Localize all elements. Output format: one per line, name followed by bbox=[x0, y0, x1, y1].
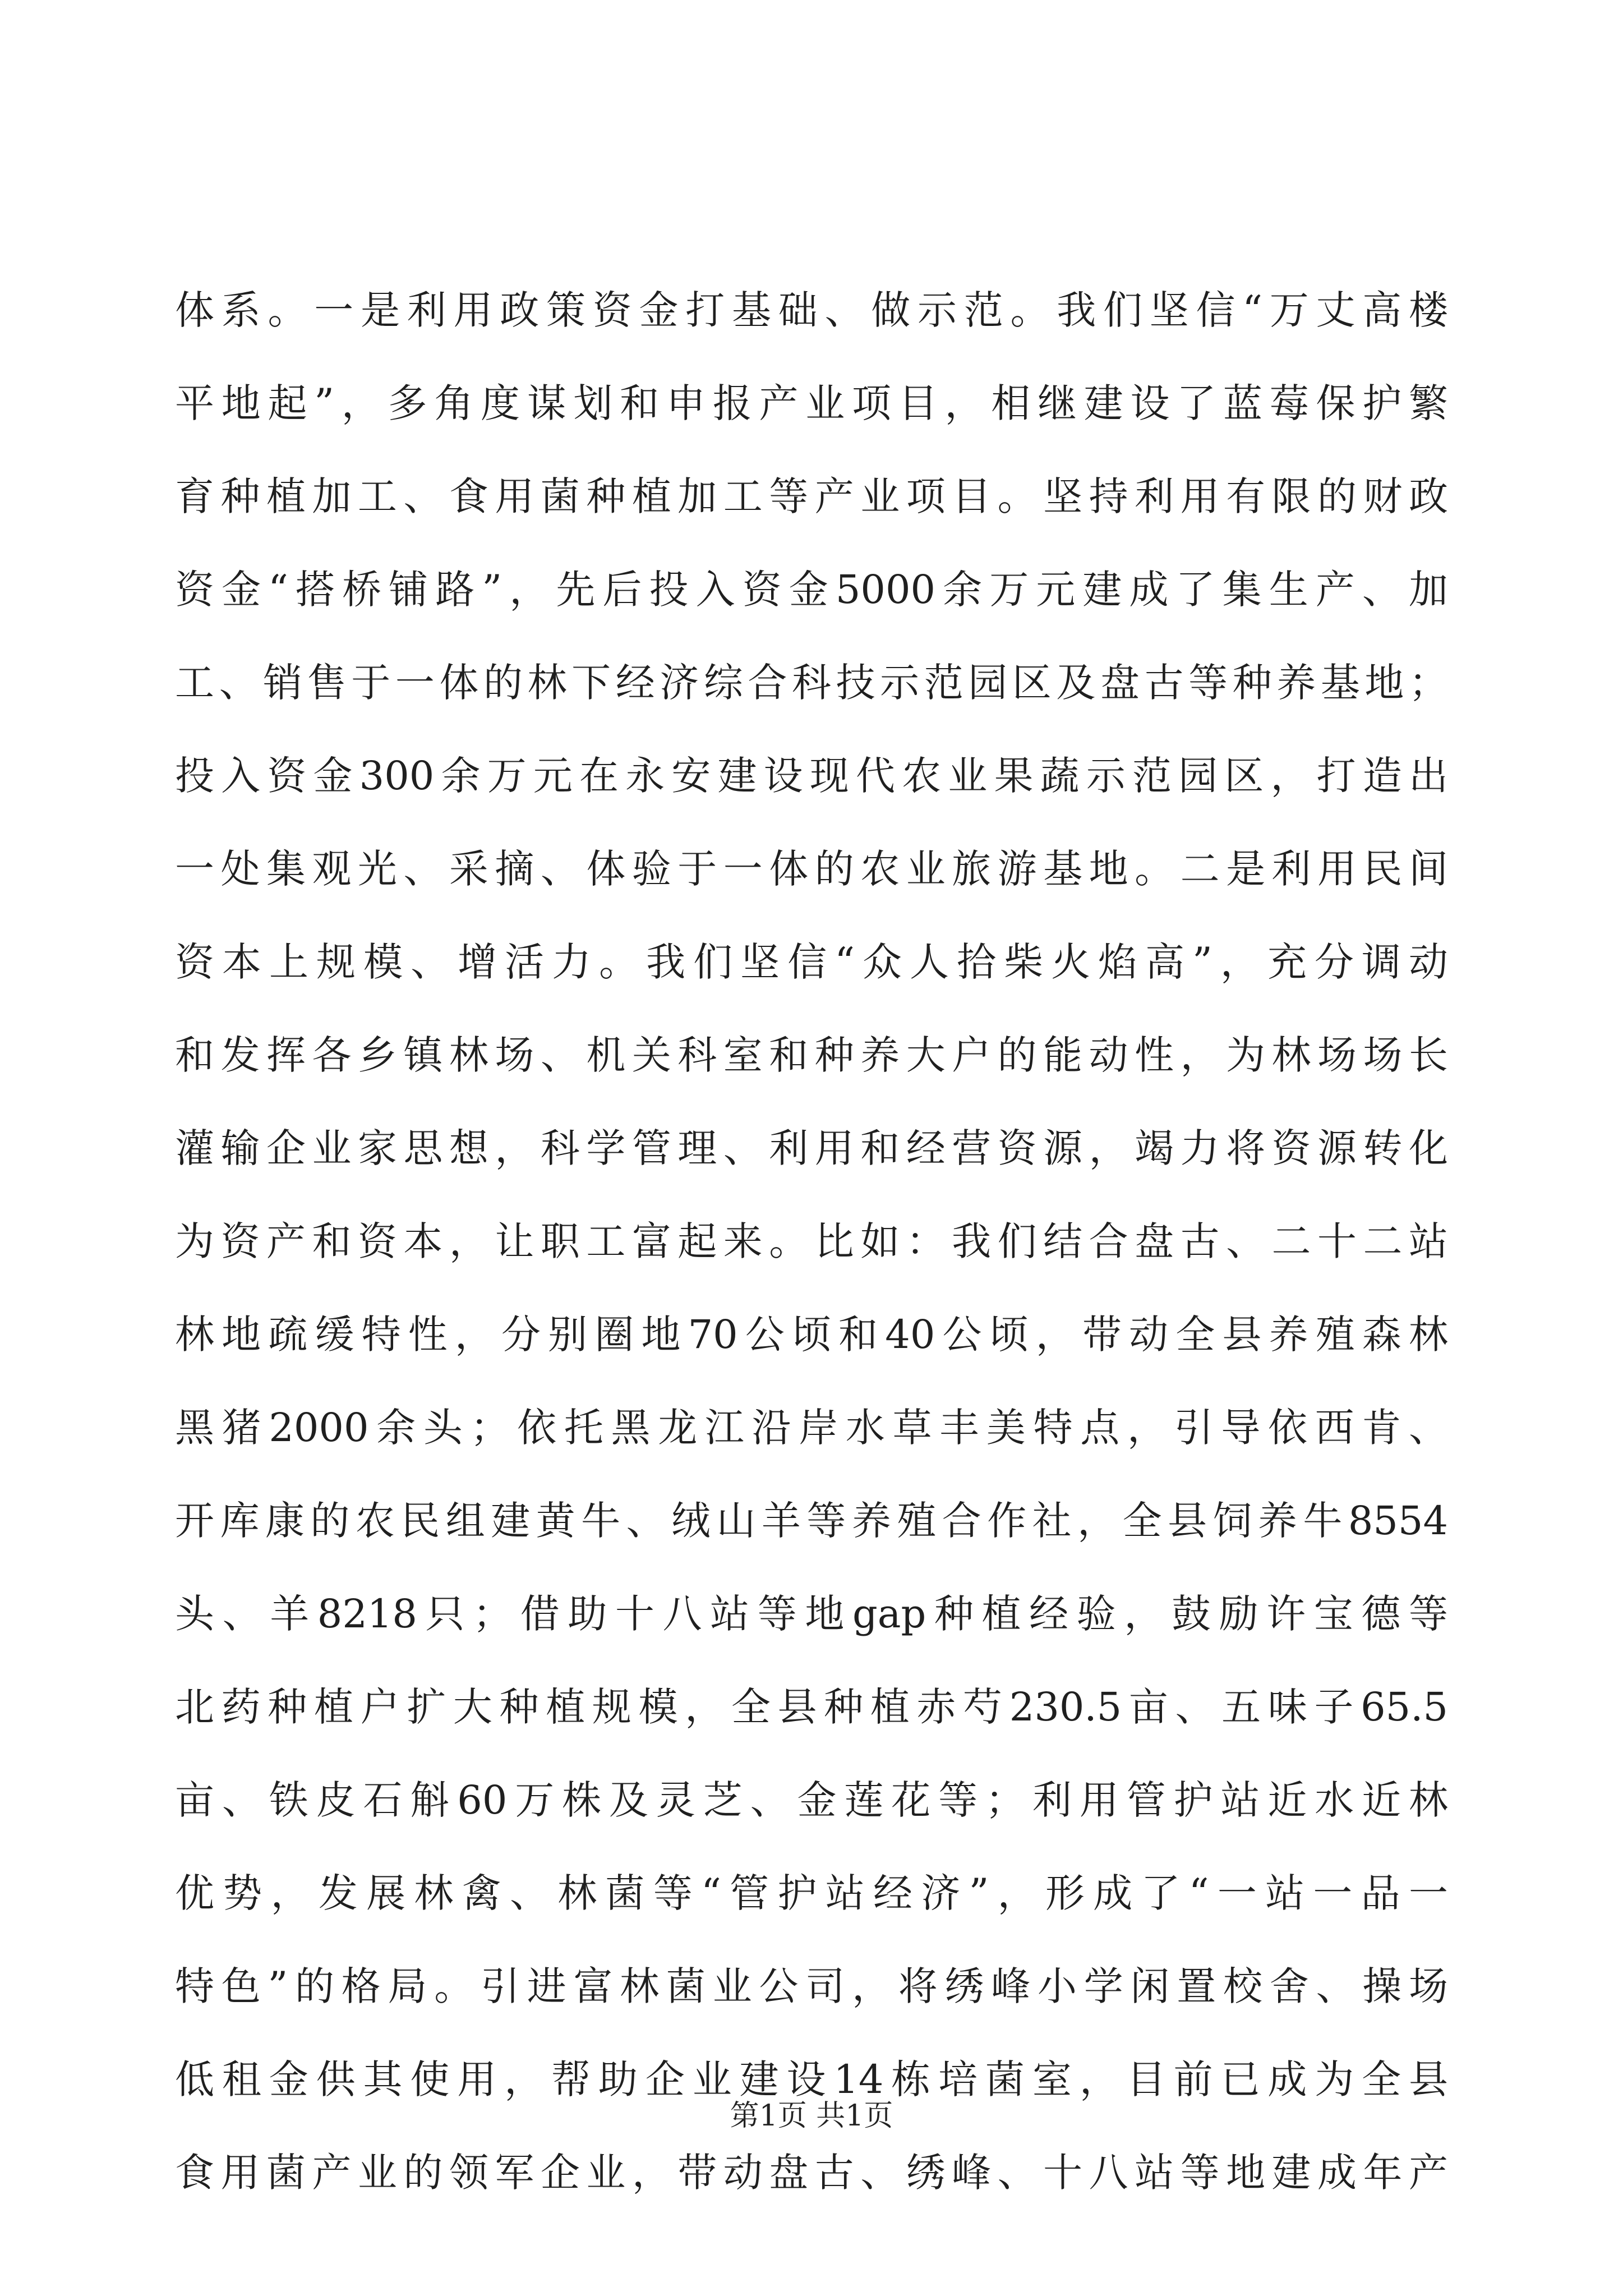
text-line: 投入资金300余万元在永安建设现代农业果蔬示范园区，打造出 bbox=[175, 753, 1448, 799]
text-line: 黑猪2000余头；依托黑龙江沿岸水草丰美特点，引导依西肯、 bbox=[175, 1405, 1448, 1451]
text-line: 为资产和资本，让职工富起来。比如：我们结合盘古、二十二站 bbox=[175, 1218, 1448, 1264]
page-number: 第1页 共1页 bbox=[730, 2099, 893, 2133]
text-line: 头、羊8218只；借助十八站等地gap种植经验，鼓励许宝德等 bbox=[175, 1591, 1448, 1637]
text-line: 育种植加工、食用菌种植加工等产业项目。坚持利用有限的财政 bbox=[175, 473, 1448, 519]
text-line: 工、销售于一体的林下经济综合科技示范园区及盘古等种养基地； bbox=[175, 660, 1448, 706]
text-line: 和发挥各乡镇林场、机关科室和种养大户的能动性，为林场场长 bbox=[175, 1032, 1448, 1078]
text-line: 一处集观光、采摘、体验于一体的农业旅游基地。二是利用民间 bbox=[175, 846, 1448, 892]
text-line: 北药种植户扩大种植规模，全县种植赤芍230.5亩、五味子65.5 bbox=[175, 1684, 1448, 1730]
text-line: 特色”的格局。引进富林菌业公司，将绣峰小学闲置校舍、操场 bbox=[175, 1963, 1448, 2009]
text-line: 平地起”，多角度谋划和申报产业项目，相继建设了蓝莓保护繁 bbox=[175, 380, 1448, 426]
page-footer bbox=[0, 2093, 1623, 2138]
text-line: 优势，发展林禽、林菌等“管护站经济”，形成了“一站一品一 bbox=[175, 1870, 1448, 1916]
body-text bbox=[175, 264, 1448, 2219]
text-line: 亩、铁皮石斛60万株及灵芝、金莲花等；利用管护站近水近林 bbox=[175, 1777, 1448, 1823]
text-line: 低租金供其使用，帮助企业建设14栋培菌室，目前已成为全县 bbox=[175, 2056, 1448, 2102]
text-line: 食用菌产业的领军企业，带动盘古、绣峰、十八站等地建成年产 bbox=[175, 2150, 1448, 2196]
text-line: 林地疏缓特性，分别圈地70公顷和40公顷，带动全县养殖森林 bbox=[175, 1312, 1448, 1358]
text-line: 体系。一是利用政策资金打基础、做示范。我们坚信“万丈高楼 bbox=[175, 287, 1448, 333]
text-line: 灌输企业家思想，科学管理、利用和经营资源，竭力将资源转化 bbox=[175, 1125, 1448, 1171]
text-line: 资本上规模、增活力。我们坚信“众人拾柴火焰高”，充分调动 bbox=[175, 939, 1448, 985]
text-line: 开库康的农民组建黄牛、绒山羊等养殖合作社，全县饲养牛8554 bbox=[175, 1498, 1448, 1544]
text-line: 资金“搭桥铺路”，先后投入资金5000余万元建成了集生产、加 bbox=[175, 567, 1448, 613]
